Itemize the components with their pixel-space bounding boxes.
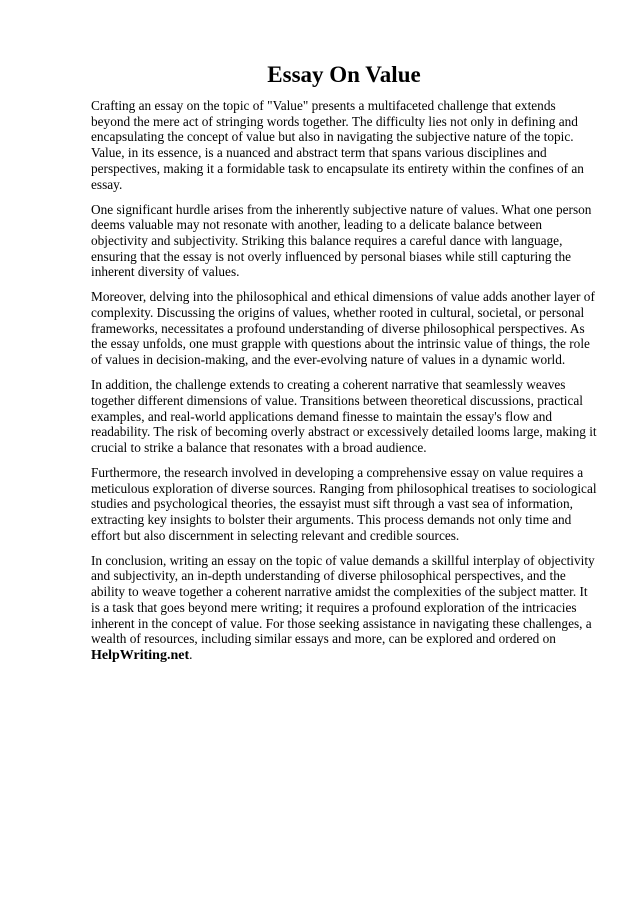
final-punctuation: . bbox=[189, 646, 193, 662]
paragraph-3: Moreover, delving into the philosophical and ethical dimensions of value adds another layer of complexity. Discussing the origins of values, whether rooted in cultural, societal, or personal frameworks, necessitates a profound understanding of diverse philosophical perspectives. As the essay unfolds, one must grapple with questions about the intrinsic value of things, the role of values in decision-making, and the ever-evolving nature of values in a dynamic world. bbox=[91, 289, 595, 368]
paragraph-6 bbox=[91, 553, 597, 664]
essay-title: Essay On Value bbox=[267, 62, 421, 87]
document-page bbox=[91, 60, 597, 673]
paragraph-2: One significant hurdle arises from the inherently subjective nature of values. What one person deems valuable may not resonate with another, leading to a delicate balance between objectivity and subjectivity. Striking this balance requires a careful dance with language, ensuring that the essay is not overly influenced by personal biases while still capturing the inherent diversity of values. bbox=[91, 201, 592, 280]
paragraph-4: In addition, the challenge extends to creating a coherent narrative that seamlessly weaves together different dimensions of value. Transitions between theoretical discussions, practical examples, and real-world applications demand finesse to maintain the essay's flow and readability. The risk of becoming overly abstract or excessively detailed looms large, making it crucial to strike a balance that resonates with a broad audience. bbox=[91, 377, 597, 455]
paragraph-6-text: In conclusion, writing an essay on the topic of value demands a skillful interplay of objectivity and subjectivity, an in-depth understanding of diverse philosophical perspectives, and the ability to weave together a coherent narrative amidst the complexities of the subject matter. It is a task that goes beyond mere writing; it requires a profound exploration of the intricacies inherent in the concept of value. For those seeking assistance in navigating these challenges, a wealth of resources, including similar essays and more, can be explored and ordered on bbox=[91, 552, 595, 647]
paragraph-1: Crafting an essay on the topic of "Value" presents a multifaceted challenge that extends beyond the mere act of stringing words together. The difficulty lies not only in defining and encapsulating the concept of value but also in navigating the subjective nature of the topic. Value, in its essence, is a nuanced and abstract term that spans various disciplines and perspectives, making it a formidable task to encapsulate its entirety within the confines of an essay. bbox=[91, 98, 584, 192]
paragraph-5: Furthermore, the research involved in developing a comprehensive essay on value requires a meticulous exploration of diverse sources. Ranging from philosophical treatises to sociological studies and psychological theories, the essayist must sift through a vast sea of information, extracting key insights to bolster their arguments. This process demands not only time and effort but also discernment in selecting relevant and credible sources. bbox=[91, 464, 597, 543]
helpwriting-link[interactable]: HelpWriting.net bbox=[91, 647, 190, 663]
